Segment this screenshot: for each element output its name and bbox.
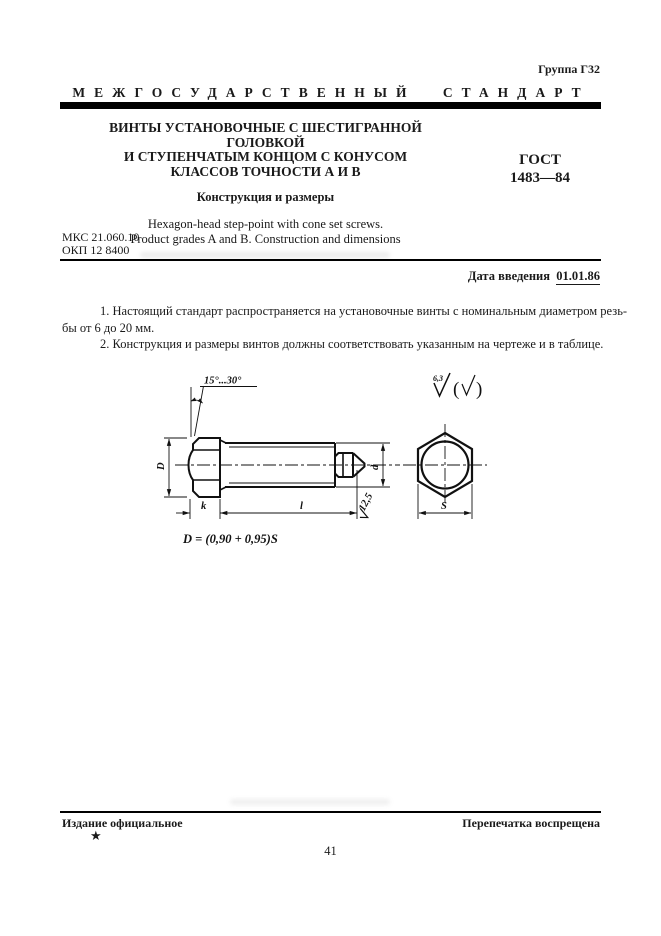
surface-finish-note — [433, 373, 482, 400]
step-bottom-edge — [335, 474, 353, 478]
head-diameter-formula: D = (0,90 + 0,95)S — [183, 532, 278, 546]
step-top-edge — [335, 453, 353, 457]
dim-label-k: k — [201, 501, 207, 512]
okp-code: ОКП 12 8400 — [62, 243, 130, 257]
introduction-date-label: Дата введения — [467, 269, 550, 283]
scan-artifact — [140, 252, 390, 258]
paragraph-1-line-1: 1. Настоящий стандарт распространяется на установочные винты с номинальным диаметром резь- — [100, 304, 628, 318]
designation-number: 1483—84 — [510, 170, 570, 186]
angle-leader-line — [195, 386, 204, 436]
introduction-date — [468, 269, 600, 284]
hex-head-outline — [189, 438, 221, 497]
introduction-date-value: 01.01.86 — [556, 269, 600, 283]
standard-designation — [487, 151, 593, 187]
body-paragraphs — [62, 303, 628, 353]
classification-codes — [62, 231, 139, 257]
horizontal-rule — [60, 259, 601, 261]
end-view — [403, 424, 487, 519]
roughness-check-icon — [462, 375, 475, 395]
paragraph-2: 2. Конструкция и размеры винтов должны соответствовать указанным на чертеже и в таблице. — [100, 337, 604, 351]
scan-artifact — [230, 799, 390, 805]
title-line: И СТУПЕНЧАТЫМ КОНЦОМ С КОНУСОМ — [123, 149, 408, 164]
angle-label: 15°...30° — [204, 375, 242, 387]
title-block — [73, 121, 458, 246]
header-rule — [60, 102, 601, 109]
technical-drawing — [150, 370, 510, 565]
designation-gost: ГОСТ — [519, 152, 561, 168]
paragraph-1-line-2: бы от 6 до 20 мм. — [62, 320, 155, 335]
title-english-line: Hexagon-head step-point with cone set screws. — [147, 217, 384, 231]
standard-type-header: МЕЖГОСУДАРСТВЕННЫЙ СТАНДАРТ — [72, 85, 590, 100]
dim-label-d: d — [370, 464, 381, 470]
dim-label-D: D — [156, 462, 167, 470]
star-icon: ★ — [90, 828, 102, 843]
dim-label-S: S — [441, 501, 447, 512]
roughness-general-value: 6,3 — [433, 374, 443, 383]
reprint-notice: Перепечатка воспрещена — [462, 816, 600, 830]
official-edition-label: Издание официальное — [62, 816, 183, 830]
group-label: Группа Г32 — [538, 62, 600, 76]
title-line: ВИНТЫ УСТАНОВОЧНЫЕ С ШЕСТИГРАННОЙ ГОЛОВКОЙ — [109, 120, 422, 150]
roughness-point-value: 12,5 — [357, 491, 376, 514]
screw-drawing-svg — [150, 370, 510, 565]
paren-open: ( — [453, 379, 460, 400]
mks-code: МКС 21.060.10 — [62, 230, 140, 244]
title-english-line: Product grades A and B. Construction and dimensions — [130, 231, 401, 246]
side-view — [156, 376, 400, 521]
page-number: 41 — [324, 844, 337, 858]
subtitle: Конструкция и размеры — [196, 190, 335, 204]
paren-close: ) — [476, 379, 483, 400]
horizontal-rule — [60, 811, 601, 813]
title-line: КЛАССОВ ТОЧНОСТИ А И В — [170, 163, 361, 179]
dim-label-l: l — [300, 501, 303, 512]
